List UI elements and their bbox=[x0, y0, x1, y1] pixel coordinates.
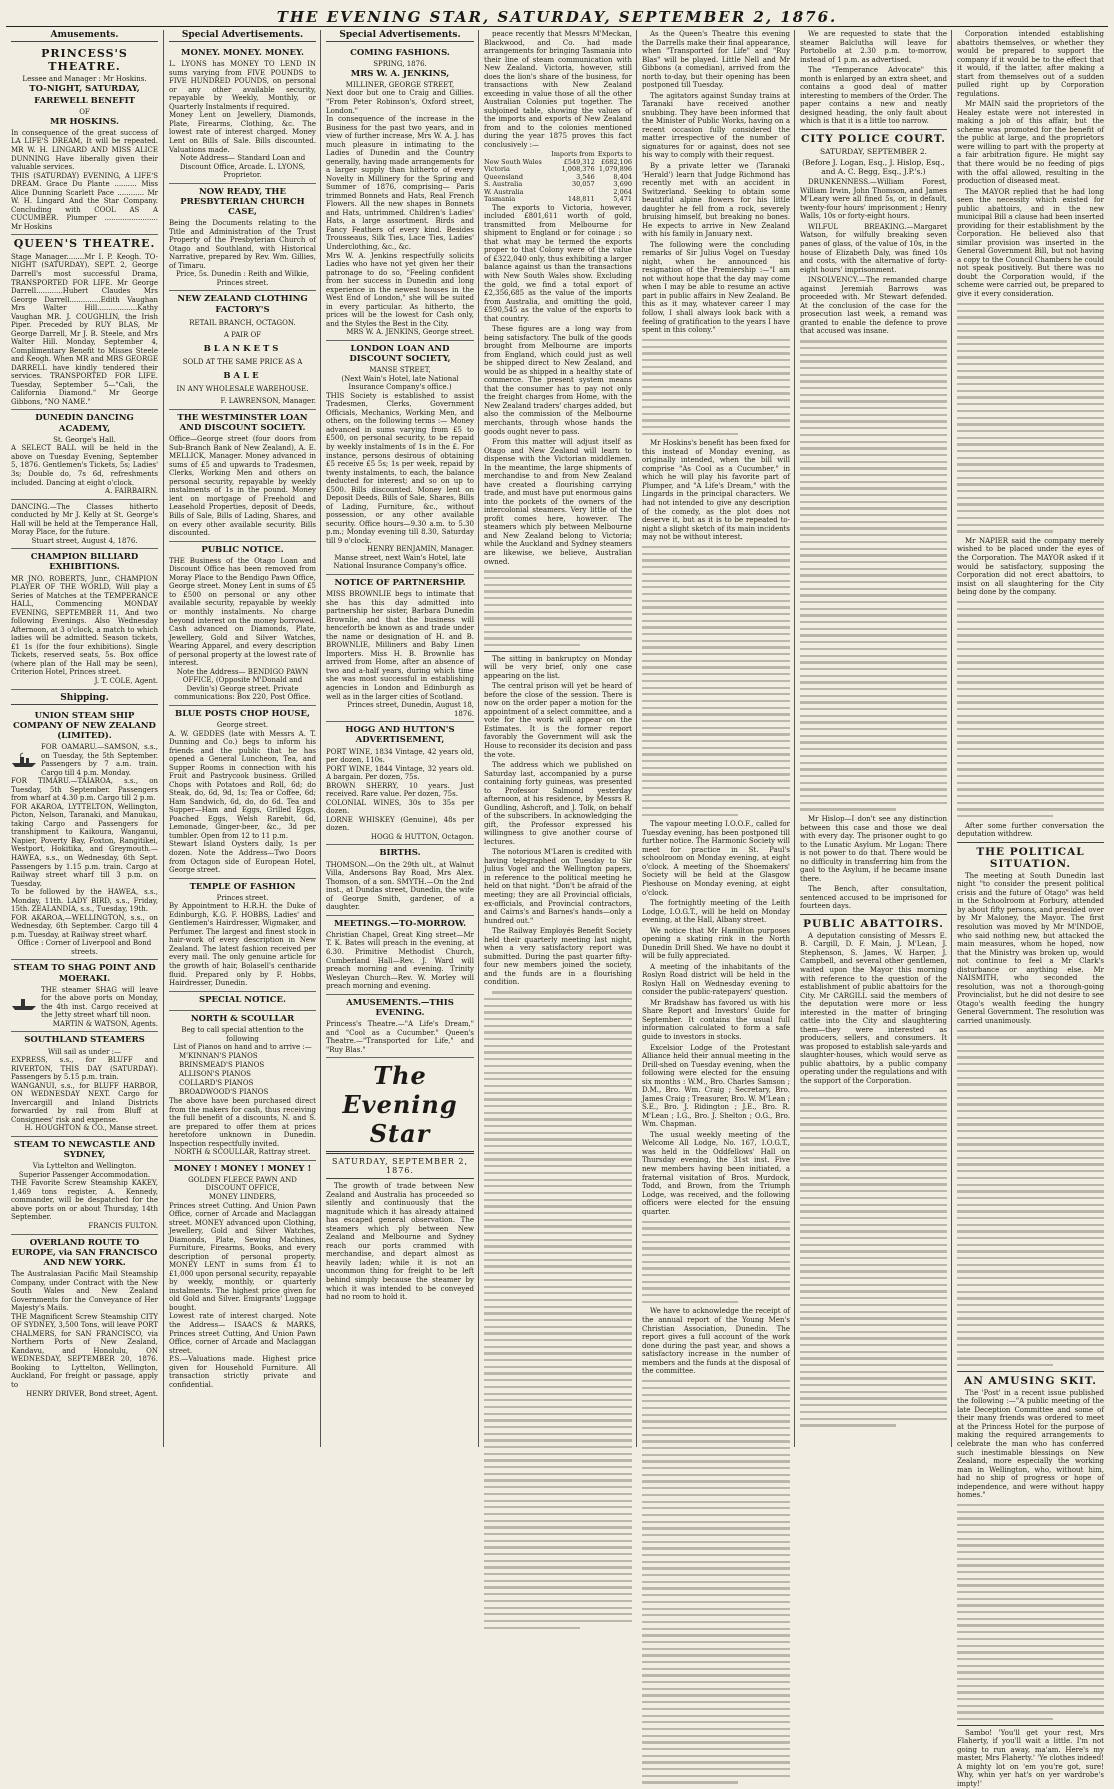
shipping-entry bbox=[11, 986, 158, 1020]
ad-subtitle: PUBLIC NOTICE. bbox=[201, 544, 284, 555]
ad-text: Beg to call special attention to the following bbox=[181, 1025, 304, 1043]
table-cell: 8,404 bbox=[613, 172, 632, 181]
column-1 bbox=[6, 30, 163, 1447]
article-paragraph: A meeting of the inhabitants of the Roslyn Road district will be held in the Roslyn Hall on Wednesday evening to consider the public-ratepayers' question. bbox=[642, 962, 790, 997]
text-filler bbox=[800, 340, 947, 810]
ad-text: EXPRESS, s.s., for BLUFF and RIVERTON, THIS DAY (SATURDAY). Passengers by 5.15 p.m. train. bbox=[11, 1056, 158, 1082]
ad-text: In consequence of the increase in the Business for the past two years, and in view of further increase, Mrs W. A. J. has much pleasure in intimating to the Ladies of Dunedin and the Country generally, having made arrangements for a larger supply than hitherto of every Novelty in Millinery for the Spring and Summer of 1876, comprising— Paris trimmed Bonnets and Hats, Real French Flowers. All the new shapes in Bonnets and Hats, untrimmed. Children's Ladies' Hats, a large assortment. Birds and Fancy Feathers of every kind. Besides Trousseaus, Silk Ties, Lace Ties, Ladies' Underclothing, &c., &c. bbox=[326, 115, 474, 251]
special-notice-ad bbox=[169, 992, 316, 1011]
article-paragraph: The fortnightly meeting of the Leith Lodge, I.O.G.T., will be held on Monday evening, at the Hall, Albany street. bbox=[642, 899, 790, 925]
ad-subtitle: HOGG AND HUTTON'S ADVERTISEMENT, bbox=[345, 725, 455, 746]
ad-text: Princess's Theatre.—"A Life's Dream," and "Cool as a Cucumber." Queen's Theatre.—"Transported for Life," and "Ruy Blas." bbox=[326, 1020, 474, 1054]
ad-signature: A. FAIRBAIRN. bbox=[105, 487, 158, 496]
article-paragraph: The notorious M'Laren is credited with having telegraphed on Tuesday to Sir Julius Vogel and the Wellington papers, in reference to the political meeting he held on that night. "Don't be afraid of the meeting; they are all Provincial officials, ex-officials, and Provincial contractors, and Cairns's and Barnes's hands—only a hundred out." bbox=[484, 848, 632, 925]
ad-text: THIS (SATURDAY) EVENING, A LIFE'S DREAM. Grace Du Plante .......... Miss Alice Dunning Scarlett Pace ............ Mr W. H. Lingard And the Star Company. Concluding with COOL AS A CUCUMBER. Plumper ........................ Mr Hoskins bbox=[11, 171, 158, 231]
article-subheading: SATURDAY, SEPTEMBER 2. bbox=[820, 146, 927, 156]
article-heading: PUBLIC ABATTOIRS. bbox=[803, 917, 944, 930]
temple-fashion-ad bbox=[169, 879, 316, 992]
column-7 bbox=[951, 30, 1109, 1788]
ad-signature: H. HOUGHTON & CO., Manse street. bbox=[24, 1124, 158, 1133]
ad-text: (Next Wain's Hotel, late National Insurance Company's office.) bbox=[341, 374, 459, 392]
article-paragraph: The "Temperance Advocate" this month is enlarged by an extra sheet, and contains a good deal of matter interesting to members of the Order. The paper contains a new and neatly designed heading, the only fault about which is that it is a little too narrow. bbox=[800, 66, 947, 126]
text-filler bbox=[957, 601, 1104, 817]
ad-text: COLONIAL WINES, 30s to 35s per dozen. bbox=[326, 798, 474, 816]
ad-subtitle: THE WESTMINSTER LOAN AND DISCOUNT SOCIETY. bbox=[177, 412, 308, 434]
ad-text: Will sail as under :— bbox=[47, 1047, 122, 1056]
ad-text: P.S.—Valuations made. Highest price given for Household Furniture. All transaction strictly private and confidential. bbox=[169, 1355, 316, 1389]
table-cell: Queensland bbox=[484, 172, 524, 181]
ad-signature: MARTIN & WATSON, Agents. bbox=[52, 1019, 158, 1028]
table-cell: S. Australia bbox=[484, 180, 523, 189]
ad-signature: NORTH & SCOULLAR, Rattray street. bbox=[174, 1148, 311, 1157]
article-subheading: (Before J. Logan, Esq., J. Hislop, Esq., and A. C. Begg, Esq., J.P.'s.) bbox=[802, 157, 945, 177]
ad-text: George street. bbox=[216, 721, 269, 729]
article-paragraph: The meeting at South Dunedin last night "to consider the present political crisis and the future of Otago" was held in the Schoolroom at Forbury, attended by about fifty persons, and presided over by Mr Maloney, the Mayor. The first resolution was moved by Mr M'INDOE, who said nothing new, but attacked the main measures, whom he hoped, now that the Ministry was broken up, would not continue to feel a Mr Clark's disturbance or anything else. Mr NAISMITH, who seconded the resolution, was not a thorough-going Provincialist, but he did not desire to see Otago's wealth feeding the hungry General Government. The resolution was carried unanimously. bbox=[957, 871, 1104, 1025]
ad-text: Lowest rate of interest charged. Note the Address— ISAACS & MARKS, Princes street Cutting, And Union Pawn Office, corner of Arcade and Maclaggan street. bbox=[169, 1312, 316, 1355]
piano-list bbox=[169, 1052, 316, 1097]
list-item: COLLARD'S PIANOS bbox=[179, 1078, 254, 1087]
table-cell: 3,546 bbox=[576, 172, 595, 181]
ad-text: MANSE STREET, bbox=[369, 366, 431, 375]
column-4 bbox=[478, 30, 637, 1447]
ad-text: FOR TIMARU.—TAIAROA, s.s., on Tuesday, 5th September. Passengers from wharf at 4.30 p.m. Cargo till 2 p.m. bbox=[11, 777, 158, 803]
newspaper-page bbox=[6, 4, 1108, 1788]
partnership-ad bbox=[326, 575, 474, 722]
article-paragraph: The central prison will yet be heard of before the close of the session. There is now on the order paper a motion for the appointment of a select committee, and a vote for the work will appear on the Estimates. It is the former report favorably the Government will ask the House to reconsider its decision and pass the vote. bbox=[484, 682, 632, 759]
ad-text: In consequence of the great success of LA LIFE'S DREAM, It will be repeated. MR W. H. LINGARD AND MISS ALICE DUNNING Have liberally given their valuable services. bbox=[11, 128, 158, 172]
article-paragraph: After some further conversation the deputation withdrew. bbox=[957, 821, 1104, 839]
ad-subtitle: BIRTHS. bbox=[379, 848, 421, 859]
ad-text: Next door but one to Craig and Gillies. "From Peter Robinson's, Oxford street, London." bbox=[326, 89, 474, 115]
ad-text: Manse street, next Wain's Hotel, late National Insurance Company's office. bbox=[333, 553, 467, 571]
article-paragraph: We are requested to state that the steamer Balclutha will leave for Portobello at 2.30 p.m. to-morrow, instead of 1 p.m. as advertised. bbox=[800, 30, 947, 64]
article-paragraph: Corporation intended establishing abattoirs themselves, or whether they would be prepared to support the company if it would be to the effect that it would, if the latter, after making a start from themselves out of a sudden pulled right up by Corporation regulations. bbox=[957, 30, 1104, 98]
princess-theatre-ad bbox=[11, 45, 158, 235]
article-paragraph: Mr NAPIER said the company merely wished to be placed under the eyes of the Corporation. The MAYOR asked if it would be satisfactory, supposing the Corporation did not erect abattoirs, to insist on all slaughtering for the City being done by the company. bbox=[957, 536, 1104, 597]
masthead-title: THE EVENING STAR, SATURDAY, SEPTEMBER 2, 1876. bbox=[276, 8, 838, 26]
article-paragraph: Mr Hoskins's benefit has been fixed for this instead of Monday evening, as originally intended, when the bill will comprise "As Cool as a Cucumber," in which he will play his favorite part of Plumper, and "A Life's Dream," with the Lingards in the principal characters. We had not intended to give any description of the comedy, as the plot does not deserve it, but as it is to be repeated to-night a slight sketch of its main incidents may not be without interest. bbox=[642, 439, 790, 542]
overland-route-ad bbox=[11, 1235, 158, 1402]
ad-text: Office : Corner of Liverpool and Bond streets. bbox=[17, 939, 152, 956]
ad-text: THE Magnificent Screw Steamship CITY OF SYDNEY, 3,500 Tons, will leave PORT CHALMERS, for SAN FRANCISCO, via Northern Ports of New Zealand, Kandavu, and Honolulu, ON WEDNESDAY, SEPTEMBER 20, 1876. Booking to Lyttelton, Wellington, Auckland, For freight or passage, apply to bbox=[11, 1312, 158, 1389]
money-lender-ad bbox=[169, 45, 316, 184]
article-paragraph: The address which we published on Saturday last, accompanied by a purse containing forty guineas, was presented to Professor Salmond yesterday afternoon, at his residence, by Messrs R. Gundling, Ashcroft, and J. Tolk, on behalf of the subscribers. In acknowledging the gift, the Professor expressed his willingness to give another course of lectures. bbox=[484, 761, 632, 846]
text-filler bbox=[957, 303, 1104, 533]
article-paragraph: Mr Bradshaw has favored us with his Share Report and Investors' Guide for September. It contains the usual full information calculated to form a safe guide to investors in stocks. bbox=[642, 998, 790, 1041]
text-filler bbox=[484, 570, 632, 646]
article-paragraph: Sambo! 'You'll get your rest, Mrs Flaherty, if you'll wait a little. I'm not going to run away, ma'am. Here's my master, Mrs Flaherty.' 'Ye clothes indeed! A mighty lot on 'em you're got, sure! Why, whin yer hat's on yer wardrobe's impty!' bbox=[957, 1728, 1104, 1788]
ad-text: Price, 5s. Dunedin : Reith and Wilkie, Princes street. bbox=[175, 270, 310, 287]
ad-text: WANGANUI, s.s., for BLUFF HARBOR, ON WEDNESDAY NEXT. Cargo for Invercargill and Inland Districts forwarded by rail from Bluff at Consignees' risk and expense. bbox=[11, 1081, 158, 1124]
ad-text: LORNE WHISKEY (Genuine), 48s per dozen. bbox=[326, 815, 474, 833]
masthead bbox=[6, 4, 1108, 27]
ad-subtitle: NORTH & SCOULLAR bbox=[190, 1013, 295, 1024]
clothing-factory-ad bbox=[169, 291, 316, 409]
ad-text: Note Address— Standard Loan and Discount Office, Arcade. L. LYONS, Proprietor. bbox=[179, 154, 306, 180]
article-paragraph: WILFUL BREAKING.—Margaret Watson, for wilfully breaking seven panes of glass, of the value of 10s, in the house of Elizabeth Daly, was fined 10s and costs, with the alternative of forty-eight hours' imprisonment. bbox=[800, 222, 947, 274]
table-cell: W. Australia bbox=[484, 187, 524, 196]
union-steam-ad bbox=[11, 708, 158, 961]
ad-signature: MRS W. A. JENKINS, George street. bbox=[346, 328, 474, 337]
ad-subtitle: UNION STEAM SHIP COMPANY OF NEW ZEALAND (LIMITED). bbox=[13, 710, 156, 741]
article-paragraph: The Bench, after consultation, sentenced accused to be imprisoned for fourteen days. bbox=[800, 885, 947, 911]
ad-subtitle: CHAMPION BILLIARD EXHIBITIONS. bbox=[30, 552, 139, 573]
article-paragraph: peace recently that Messrs M'Meckan, Blackwood, and Co. had made arrangements for bringing Tasmania into their line of steam communication with New Zealand. Victoria, however, still does the lion's share of the business, for transactions with New Zealand exceeding in value those of all the other Australian Colonies put together. The subjoined table, showing the values of the imports and exports of New Zealand from and to the colonies mentioned during the year 1875 proves this fact conclusively :— bbox=[484, 30, 632, 149]
meetings-notice bbox=[326, 916, 474, 995]
text-filler bbox=[642, 339, 790, 435]
list-item: BROADWOOD'S PIANOS bbox=[179, 1087, 269, 1096]
section-heading-shipping: Shipping. bbox=[11, 693, 158, 705]
ad-text: SPRING, 1876. bbox=[373, 60, 427, 69]
article-paragraph: The growth of trade between New Zealand and Australia has proceeded so silently and continuously that the magnitude which it has already attained has escaped general observation. The steamers which ply between New Zealand and Melbourne and Sydney reach our ports crammed with merchandise, and depart almost as heavily laden; while it is not an uncommon thing for freight to be left behind simply because the steamer by which it was intended to be conveyed had no room to hold it. bbox=[326, 1182, 474, 1302]
article-heading: CITY POLICE COURT. bbox=[801, 132, 946, 145]
ad-subtitle: MONEY. MONEY. MONEY. bbox=[181, 48, 304, 58]
ad-text: Via Lyttelton and Wellington. bbox=[32, 1162, 137, 1171]
dancing-classes-ad bbox=[11, 500, 158, 550]
article-heading: AN AMUSING SKIT. bbox=[964, 1374, 1097, 1387]
article-paragraph: The MAYOR replied that he had long seen the necessity which existed for public abattoirs, and in the new municipal Bill a clause had been inserted providing for their establishment by the Corporation. He believed also that similar provision was inserted in the General Government Bill, but not having a copy to the Council Chambers he could not speak positively. But there was no doubt the Corporation would, if the scheme were carried out, be prepared to give it every consideration. bbox=[957, 187, 1104, 298]
ad-text: The Australasian Pacific Mail Steamship Company, under Contract with the New South Wales and New Zealand Governments for the Conveyance of Her Majesty's Mails. bbox=[11, 1270, 158, 1313]
ad-subtitle: STEAM TO SHAG POINT AND MOERAKI. bbox=[13, 963, 156, 984]
ad-title: PRINCESS'S THEATRE. bbox=[41, 47, 128, 73]
article-paragraph: The exports to Victoria, however, included £801,611 worth of gold, transmitted from Melbourne for shipment to England or for coinage ; so that what may be termed the exports proper to that Colony were of the value of £322,040 only, thus exhibiting a larger balance against us than the transactions with New South Wales show. Excluding the gold, we find a total export of £2,356,685 as the value of the imports from Australia, and omitting the gold, £590,545 as the value of the exports to that country. bbox=[484, 203, 632, 323]
text-filler bbox=[642, 546, 790, 816]
table-cell: 2,064 bbox=[613, 187, 632, 196]
section-heading-amusements: Amusements. bbox=[11, 30, 158, 42]
ad-subtitle: STEAM TO NEWCASTLE AND SYDNEY, bbox=[13, 1139, 156, 1161]
table-cell: 30,057 bbox=[571, 180, 595, 189]
ad-text: MILLINER, GEORGE STREET, bbox=[345, 80, 455, 89]
ad-text: Being the Documents relating to the Title and Administration of the Trust Property of the Presbyterian Church of Otago and Southland, with Historical Narrative, prepared by Rev. Wm. Gillies, of Timaru. bbox=[169, 219, 316, 270]
column-3 bbox=[320, 30, 479, 1447]
ad-text: OF bbox=[79, 108, 90, 117]
table-cell: £682,106 bbox=[600, 157, 632, 166]
article-paragraph: The sitting in bankruptcy on Monday will be very brief, only one case appearing on the list. bbox=[484, 654, 632, 680]
article-paragraph: We have to acknowledge the receipt of the annual report of the Young Men's Christian Association, Dunedin. The report gives a full account of the work done during the past year, and shows a satisfactory increase in the number of members and the funds at the disposal of the committee. bbox=[642, 1307, 790, 1376]
ad-text: Lessee and Manager : Mr Hoskins. bbox=[22, 75, 147, 84]
table-cell: 5,471 bbox=[613, 195, 632, 204]
text-filler bbox=[957, 1504, 1104, 1720]
ad-text: Superior Passenger Accommodation. bbox=[18, 1170, 151, 1179]
editorial-article bbox=[326, 1061, 474, 1301]
ad-signature: HENRY DRIVER, Bond street, Agent. bbox=[26, 1389, 158, 1398]
hogg-hutton-ad bbox=[326, 722, 474, 845]
ad-text: THE Favorite Screw Steamship KAKEY, 1,469 tons register, A. Kennedy, commander, will be despatched for the above ports on or about Thursday, 14th September. bbox=[11, 1179, 158, 1222]
chop-house-ad bbox=[169, 706, 316, 879]
article-paragraph: Mr Hislop—I don't see any distinction between this case and those we deal with every day. The prisoner ought to go to the Lunatic Asylum. Mr Logan: There is not power to do that. There would be no difficulty in transferring him from the gaol to the Asylum, if he became insane there. bbox=[800, 815, 947, 883]
section-heading-special: Special Advertisements. bbox=[169, 30, 316, 42]
ad-text: FOR AKAROA, LYTTELTON, Wellington, Picton, Nelson, Taranaki, and Manukau, taking Cargo and Passengers for transhipment to Kaikoura, Wanganui, Napier, Poverty Bay, Foxton, Rangitikei, Westport, Hokitika, and Greymouth.—HAWEA, s.s., on Wednesday, 6th Sept. Passengers by 1.15 p.m. train. Cargo at Railway street wharf till 3 p.m. on Tuesday. bbox=[11, 802, 158, 888]
births-notice bbox=[326, 845, 474, 915]
editorial-date: SATURDAY, SEPTEMBER 2, 1876. bbox=[331, 1157, 469, 1176]
ad-signature: J. T. COLE, Agent. bbox=[94, 676, 158, 685]
list-item: BRINSMEAD'S PIANOS bbox=[179, 1060, 265, 1069]
ad-text: L. LYONS has MONEY TO LEND IN sums varying from FIVE POUNDS to FIVE HUNDRED POUNDS, on personal or any other available security, repayable by Weekly, Monthly, or Quarterly Instalments if required. bbox=[169, 60, 316, 111]
ad-text: THIS Society is established to assist Tradesmen, Clerks, Government Officials, Mechanics, Working Men, and others, on the following terms :— Money advanced in sums varying from £5 to £500, on personal security, to be repaid by weekly instalments of 1s in the £. For instance, persons desirous of obtaining £5 receive £5 5s; 1s per week, repaid by twenty instalments, to each, the balance deducted for interest; and so on up to £500. Bills discounted. Money lent on Deposit Deeds, Bills of Sale, Shares, Bills of Lading, Furniture, &c., without possession, or any other available security. Office hours—9.30 a.m. to 5.30 p.m.; Monday evening till 8.30, Saturday till 9 o'clock. bbox=[326, 391, 474, 545]
pawn-office-ad bbox=[169, 1161, 316, 1392]
ad-title: QUEEN'S THEATRE. bbox=[13, 237, 156, 251]
ad-subtitle: MONEY ! MONEY ! MONEY ! bbox=[173, 1163, 312, 1174]
list-item: ALLISON'S PIANOS bbox=[179, 1069, 251, 1078]
ad-subtitle: MEETINGS.—TO-MORROW. bbox=[333, 918, 467, 929]
southland-steamers-ad bbox=[11, 1032, 158, 1137]
ad-subtitle: NOTICE OF PARTNERSHIP. bbox=[334, 577, 466, 588]
column-6 bbox=[794, 30, 952, 1447]
text-filler bbox=[957, 1030, 1104, 1367]
pianos-ad bbox=[169, 1011, 316, 1161]
ad-text: THOMSON.—On the 29th ult., at Walnut Villa, Andersons Bay Road, Mrs Alex. Thomson, of a son. SMYTH.—On the 2nd inst., at Dundas street, Dunedin, the wife of George Smith, gardener, of a daughter. bbox=[326, 860, 474, 912]
ad-text: A. W. GEDDES (late with Messrs A. T. Dunning and Co.) begs to inform his friends and the public that he has opened a General Luncheon, Tea, and Supper Rooms in connection with his Fruit and Pastrycook business. Grilled Chops with Potatoes and Roll, 6d; do Steak, do, 6d, 9d, 1s; Tea or Coffee, 6d; Ham Sandwich, 6d, do, do 6d. Tea and Supper—Ham and Eggs, Grilled Eggs, Poached Eggs, Welsh Rarebit, 6d, Lemonade, Ginger-beer, &c., 3d per tumbler. Open from 12 to 11 p.m. bbox=[169, 729, 316, 840]
list-item: M'KINNAN'S PIANOS bbox=[179, 1051, 258, 1060]
ad-subtitle: NOW READY, THE PRESBYTERIAN CHURCH CASE, bbox=[180, 186, 305, 217]
table-cell: New South Wales bbox=[484, 157, 542, 166]
ad-text: PORT WINE, 1844 Vintage, 32 years old. A bargain. Per dozen, 75s. bbox=[326, 764, 474, 782]
ad-text: Stewart Island Oysters daily, 1s per dozen. Note the Address—Two Doors from Octagon side of European Hotel, George street. bbox=[169, 840, 316, 875]
ad-text: MR JNO. ROBERTS, Junr., CHAMPION PLAYER OF THE WORLD, Will play a Series of Matches at the TEMPERANCE HALL, Commencing MONDAY EVENING, SEPTEMBER 11, And two following Evenings. Also Wednesday Afternoon, at 3 o'clock, a match to which ladies will be admitted. Season tickets, £1 1s (for the four exhibitions). Single Tickets, reserved seats, 5s. Box office (where plan of the Hall may be seen), Criterion Hotel, Princes street. bbox=[11, 574, 158, 677]
article-paragraph: INSOLVENCY.—The remanded charge against Jeremiah Barrows was proceeded with. Mr Stewart defended. At the conclusion of the case for the prosecution last week, a remand was granted to enable the defence to prove that accused was insane. bbox=[800, 276, 947, 336]
article-paragraph: The following were the concluding remarks of Sir Julius Vogel on Tuesday night, when he announced his resignation of the Premiership :—"I am not without hope that the day may come when I may be able to resume an active part in public affairs in New Zealand. Be this as it may, whatever career I may follow, I shall always look back with a feeling of gratification to the years I have spent in this colony." bbox=[642, 240, 790, 335]
table-cell: 1,008,376 bbox=[561, 165, 595, 174]
ad-text: A PAIR OF bbox=[223, 331, 262, 340]
dancing-academy-ad bbox=[11, 410, 158, 499]
article-paragraph: From this matter will adjust itself as Otago and New Zealand will learn to dispense with the Victorian middlemen. In the meantime, the large shipments of merchandise to and from New Zealand have created a flourishing carrying trade, and must have put enormous gains into the pockets of the owners of the intercolonial steamers. Very little of the profit comes here, however. The steamers which ply between Melbourne and New Zealand belong to Victoria; while the Auckland and Sydney steamers are likewise, we believe, Australian owned. bbox=[484, 438, 632, 566]
article-paragraph: We notice that Mr Hamilton purposes opening a skating rink in the North Dunedin Drill Shed. We have no doubt it will be fully appreciated. bbox=[642, 926, 790, 961]
ad-subtitle: TEMPLE OF FASHION bbox=[189, 881, 296, 892]
ad-text: SOLD AT THE SAME PRICE AS A bbox=[182, 358, 303, 367]
ad-subtitle: TO-NIGHT, SATURDAY, bbox=[29, 83, 140, 94]
newcastle-ad bbox=[11, 1137, 158, 1235]
ad-subtitle: DUNEDIN DANCING ACADEMY, bbox=[35, 413, 134, 434]
section-heading-special-2: Special Advertisements. bbox=[326, 30, 474, 42]
ad-signature: F. LAWRENSON, Manager. bbox=[220, 397, 316, 406]
ad-text: PORT WINE, 1834 Vintage, 42 years old, per dozen, 110s. bbox=[326, 747, 474, 765]
ad-signature: HOGG & HUTTON, Octagon. bbox=[370, 832, 474, 841]
ad-subtitle: FAREWELL BENEFIT bbox=[34, 96, 135, 106]
ad-text: Mrs W. A. Jenkins respectfully solicits Ladies who have not yet given her their patronage to do so, "Feeling confident from her success in Dunedin and long experience in the newest houses in the West End of London," she will be suited in every particular. As hitherto, the prices will be the lowest for Cash only, and the Styles the Best in the City. bbox=[326, 251, 474, 328]
ad-text: The above have been purchased direct from the makers for cash, thus receiving the full benefit of a discounts, N. and S. are prepared to offer them at prices heretofore unknown in Dunedin. Inspection respectfully invited. bbox=[169, 1097, 316, 1148]
ad-text: FOR AKAROA,—WELLINGTON, s.s., on Wednesday, 6th September. Cargo till 4 p.m. Tuesday, at Railway street wharf. bbox=[11, 913, 158, 939]
ad-text: BROWN SHERRY, 10 years. Just received. Rare value. Per dozen, 75s. bbox=[326, 781, 474, 799]
ad-subtitle: SOUTHLAND STEAMERS bbox=[24, 1035, 145, 1046]
table-row bbox=[484, 196, 632, 203]
text-filler bbox=[484, 991, 632, 1629]
ad-signature: FRANCIS FULTON. bbox=[88, 1221, 158, 1230]
table-header: Imports from bbox=[551, 150, 595, 159]
ad-text: THE Business of the Otago Loan and Discount Office has been removed from Moray Place to the Bendigo Pawn Office, George street. Money Lent in sums of £5 to £500 on personal or any other available security, repayable by weekly or monthly instalments. No charge beyond interest on the money borrowed. Cash advanced on Diamonds, Plate, Jewellery, Gold and Silver Watches, Wearing Apparel, and every description of personal property at the lowest rate of interest. bbox=[169, 556, 316, 668]
table-cell: 148,811 bbox=[567, 195, 595, 204]
ad-text: Christian Chapel, Great King street—Mr T. K. Bates will preach in the evening, at 6.30. Primitive Methodist Church, Cumberland Hall—Rev. J. Ward will preach morning and evening. Trinity Wesleyan Church—Rev. W. Morley will preach morning and evening. bbox=[326, 930, 474, 991]
ad-text: Note the Address— BENDIGO PAWN OFFICE, (Opposite M'Donald and Devlin's) George street. Private communications: Box 220, Post Office. bbox=[174, 667, 311, 702]
ad-text: GOLDEN FLEECE PAWN AND DISCOUNT OFFICE, bbox=[188, 1175, 297, 1193]
church-case-ad bbox=[169, 184, 316, 292]
ad-text: Stuart street, August 4, 1876. bbox=[31, 536, 138, 545]
ad-text: Office—George street (four doors from Sub-Branch Bank of New Zealand), A. E. MELLICK, Manager. Money advanced in sums of £5 and upwards to Tradesmen, Clerks, Working Men and others on personal security, repayable by weekly instalments of 1s in the pound. Money lent on mortgage of Freehold and Leasehold Properties, deposit of Deeds, Bills of Sale, Bills of Lading, Shares, and on every other available security. Bills discounted. bbox=[169, 435, 316, 538]
article-paragraph: Excelsior Lodge of the Protestant Alliance held their annual meeting in the Drill-shed on Tuesday evening, when the following were elected for the ensuing six months : W.M., Bro. Charles Samson ; D.M., Bro. Wm. Craig ; Secretary, Bro. James Craig ; Treasurer, Bro. W. M'Lean ; S.E., Bro. J. Ridington ; J.E., Bro. R. M'Lean ; I.G., Bro. J. Shelton ; O.G., Bro. Wm. Chapman. bbox=[642, 1043, 790, 1129]
article-heading: THE POLITICAL SITUATION. bbox=[976, 845, 1085, 870]
queens-theatre-ad bbox=[11, 235, 158, 410]
shag-point-ad bbox=[11, 960, 158, 1032]
steamship-icon bbox=[11, 752, 37, 768]
steamship-icon bbox=[11, 995, 37, 1011]
ad-text: MISS BROWNLIE begs to intimate that she has this day admitted into partnership her sister, Barbara Dunedin Brownlie, and that the business will henceforth be known as and trade under the name or designation of H. and B. BROWNLIE, Milliners and Baby Linen Importers. Miss H. B. Brownlie has arrived from Home, after an absence of two and a-half years, during which time she was most successful in establishing agencies in London and Edinburgh as well as in the larger cities of Scotland. bbox=[326, 590, 474, 701]
ad-text: St. George's Hall. bbox=[53, 435, 116, 444]
table-header: Exports to bbox=[597, 150, 632, 159]
billiard-ad bbox=[11, 549, 158, 689]
ad-text: Princes street Cutting. And Union Pawn Office, corner of Arcade and Maclaggan street. MONEY advanced upon Clothing, Jewellery, Gold and Silver Watches, Diamonds, Plate, Sewing Machines, Furniture, Firearms, Books, and every description of personal property. MONEY LENT in sums from £1 to £1,000 upon personal security, repayable by weekly, monthly, or quarterly instalments. The highest price given for old Gold and Silver. Emigrants' Luggage bought. bbox=[169, 1201, 316, 1312]
westminster-loan-ad bbox=[169, 410, 316, 542]
ad-text: Princes street. bbox=[216, 893, 269, 902]
text-filler bbox=[642, 1221, 790, 1304]
column-2 bbox=[163, 30, 321, 1447]
article-paragraph: The Railway Employés Benefit Society held their quarterly meeting last night, when a very satisfactory report was submitted. During the past quarter fifty-four new members joined the society, and the funds are in a flourishing condition. bbox=[484, 927, 632, 987]
ad-signature: HENRY BENJAMIN, Manager. bbox=[367, 545, 474, 554]
table-cell: 3,690 bbox=[613, 180, 632, 189]
ad-signature: Princes street, Dunedin, August 18, 1876. bbox=[347, 701, 474, 718]
public-notice-ad bbox=[169, 542, 316, 706]
trade-table bbox=[484, 151, 632, 203]
ad-subtitle: COMING FASHIONS. bbox=[350, 48, 450, 58]
ad-subtitle: BALE bbox=[223, 370, 262, 381]
column-5 bbox=[636, 30, 795, 1447]
table-cell: £549,312 bbox=[563, 157, 595, 166]
ad-subtitle: OVERLAND ROUTE TO EUROPE, via SAN FRANCISCO AND NEW YORK. bbox=[11, 1237, 158, 1268]
ad-text: IN ANY WHOLESALE WAREHOUSE. bbox=[176, 384, 309, 393]
coming-fashions-ad bbox=[326, 45, 474, 341]
text-filler bbox=[642, 1380, 790, 1784]
article-paragraph: By a private letter we (Taranaki 'Herald') learn that Judge Richmond has recently met with an accident in Switzerland. Seeking to obtain some beautiful alpine flowers for his little daughter he fell from a rock, severely bruising himself, but breaking no bones. He expects to arrive in New Zealand with his family in January next. bbox=[642, 161, 790, 239]
ad-subtitle: MRS W. A. JENKINS, bbox=[350, 68, 450, 79]
article-paragraph: The vapour meeting I.O.O.F., called for Tuesday evening, has been postponed till further notice. The Harmonic Society will meet for practice in St. Paul's schoolroom on Monday evening, at eight o'clock. A meeting of the Shoemakers' Society will be held at the Glasgow Pieshouse on Monday evening, at eight o'clock. bbox=[642, 820, 790, 897]
article-paragraph: These figures are a long way from being satisfactory. The bulk of the goods brought from Melbourne are imports from England, which could just as well be shipped direct to New Zealand, and would be as shipped in a healthy state of commerce. The present system means that the consumer has to pay not only the freight charges from Home, with the New Zealand traders' charges added, but also the commission of the Melbourne merchants, through whose hands the goods ought never to pass. bbox=[484, 325, 632, 436]
london-loan-ad bbox=[326, 341, 474, 575]
text-filler bbox=[800, 1090, 947, 1427]
article-paragraph: The 'Post' in a recent issue published the following :—"A public meeting of the late Deception Committee and some of their many friends was ordered to meet at the Princess Hotel for the purpose of making the required arrangements to celebrate the man who has conferred such inestimable blessings on New Zealand, more especially the working man in Wellington, who, without him, had no ship of progress or hope of independence, and were without happy homes." bbox=[957, 1388, 1104, 1500]
article-paragraph: The agitators against Sunday trains at Taranaki have received another snubbing. They have been informed that the Minister of Public Works, having on a recent occasion fully considered the matter irrespective of the number of signatures for or against, does not see his way to comply with their request. bbox=[642, 91, 790, 160]
columns bbox=[6, 30, 1108, 1788]
ad-text: A SELECT BALL will be held in the above on Tuesday Evening, September 5, 1876. Gentlemen's Tickets, 5s; Ladies' 3s; Double do, 7s 6d, refreshments included. Dancing at eight o'clock. bbox=[11, 444, 158, 487]
shipping-entry bbox=[11, 743, 158, 777]
table-cell: Victoria bbox=[484, 165, 510, 174]
ad-subtitle: LONDON LOAN AND DISCOUNT SOCIETY, bbox=[349, 343, 451, 365]
table-cell: Tasmania bbox=[484, 195, 516, 204]
ad-text: MONEY LINDERS, bbox=[208, 1193, 277, 1201]
article-paragraph: DRUNKENNESS.—William Forest, William Irwin, John Thomson, and James M'Leary were all fined 5s, or, in default, twenty-four hours' imprisonment ; Henry Walls, 10s or forty-eight hours. bbox=[800, 178, 947, 221]
ad-text: FOR OAMARU.—SAMSON, s.s., on Tuesday, the 5th September. Passengers by 7 a.m. train. Cargo till 4 p.m. Monday. bbox=[41, 743, 158, 777]
ad-text: To be followed by the HAWEA, s.s., Monday, 11th. LADY BIRD, s.s., Friday, 15th. ZEALANDIA, s.s., Tuesday, 19th. bbox=[11, 888, 158, 914]
paper-nameplate: The Evening Star bbox=[342, 1061, 458, 1149]
ad-text: Money Lent on Jewellery, Diamonds, Plate, Firearms, Clothing, &c. The lowest rate of interest charged. Money Lent on Bills of Sale. Bills discounted. Valuations made. bbox=[169, 111, 316, 154]
ad-text: List of Pianos on hand and to arrive :— bbox=[173, 1043, 312, 1052]
ad-subtitle: BLANKETS bbox=[203, 343, 282, 354]
amusements-notice bbox=[326, 995, 474, 1059]
ad-subtitle: SPECIAL NOTICE. bbox=[199, 994, 286, 1005]
ad-text: Stage Manager........Mr I. P. Keogh. TO-NIGHT (SATURDAY), SEPT. 2, George Darrell's most successful Drama, TRANSPORTED FOR LIFE. Mr George Darrell............Hubert Claudes Mrs George Darrell..............Edith Vaughan Mrs Walter Hill..................Kathy Vaughan MR. J. COUGHLIN, the Irish Piper. Preceded by RUY BLAS, Mr George Darrell, Mr J. B. Steele, and Mrs Walter Hill. Monday, September 4, Complimentary Benefit to Misses Steele and Keogh. When MR and MRS GEORGE DARRELL have kindly tendered their services. TRANSPORTED FOR LIFE. Tuesday, September 5—"Cali, the California Diamond." Mr George Gibbons, "NO NAME." bbox=[11, 252, 158, 406]
ad-text: THE steamer SHAG will leave for the above ports on Monday, the 4th inst. Cargo received at the Jetty street wharf till noon. bbox=[41, 985, 158, 1020]
table-cell: 1,079,896 bbox=[598, 165, 632, 174]
ad-text: RETAIL BRANCH, OCTAGON. bbox=[189, 318, 296, 327]
article-paragraph: As the Queen's Theatre this evening the Darrells make their final appearance, when "Transported for Life" and "Ruy Blas" will be played. Little Nell and Mr Gibbons (a comedian), arrived from the north to-day, but their opening has been postponed till Tuesday. bbox=[642, 30, 790, 90]
ad-text: By Appointment to H.R.H. the Duke of Edinburgh, K.G. F. HOBBS, Ladies' and Gentlemen's Hairdresser, Wigmaker, and Perfumer. The largest and finest stock in hair-work of every description in New Zealand. The latest fashion received per every mail. The only genuine article for the growth of hair, Bolasell's centharide fluid. Prepared only by F. Hobbs, Hairdresser, Dunedin. bbox=[169, 902, 316, 988]
ad-subtitle: NEW ZEALAND CLOTHING FACTORY'S bbox=[177, 294, 308, 315]
article-paragraph: Mr MAIN said the proprietors of the Healey estate were not interested in making a job of this affair, but the scheme was promoted for the benefit of the public at large, and the proprietors were willing to part with the property at a fair arbitration figure. He might say that there would be no feeding of pigs with the offal allowed, resulting in the production of diseased meat. bbox=[957, 100, 1104, 186]
article-paragraph: The usual weekly meeting of the Welcome All Lodge, No. 167, I.O.G.T., was held in the Oddfellows' Hall on Thursday evening, the 31st inst. Five new members having been initiated, a fraternal visitation of Bros. Murdock, Todd, and Brown, from the Triumph Lodge, was received, and the following officers were elected for the ensuing quarter. bbox=[642, 1130, 790, 1216]
ad-subtitle: AMUSEMENTS.—THIS EVENING. bbox=[346, 997, 454, 1018]
ad-subtitle: BLUE POSTS CHOP HOUSE, bbox=[175, 708, 310, 719]
ad-subtitle: MR HOSKINS. bbox=[50, 116, 119, 127]
article-paragraph: A deputation consisting of Messrs E. B. Cargill, D. F. Main, J. M'Lean, J. Stephenson, S. James, W. Harper, J. Campbell, and several other gentlemen, waited upon the Mayor this morning with reference to the question of the establishment of public abattoirs for the City. Mr CARGILL said the members of the deputation were more or less interested in the matter of bringing cattle into the City and slaughtering them—they were interested as producers, sellers, and consumers. It was proposed to establish sale-yards and slaughter-houses, which would serve as public abattoirs, by a public company operating under the regulations and with the support of the Corporation. bbox=[800, 931, 947, 1085]
ad-text: DANCING.—The Classes hitherto conducted by Mr J. Kelly at St. George's Hall will be held at the Temperance Hall, Moray Place, for the future. bbox=[11, 502, 158, 537]
